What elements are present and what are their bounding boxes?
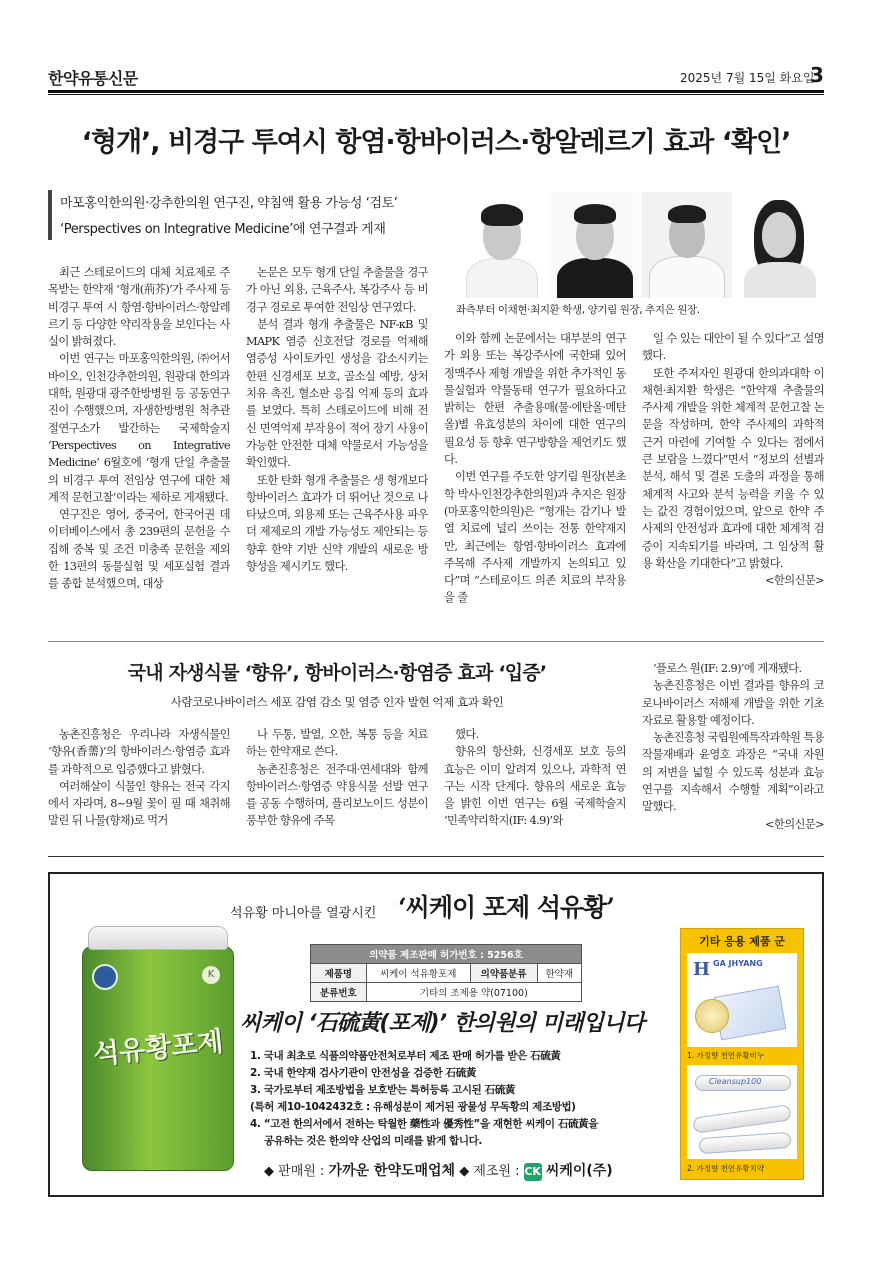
paragraph: 최근 스테로이드의 대체 치료제로 주목받는 한약재 ‘형개(荊芥)’가 주사제 등 비경구 투여 시 항염·항바이러스·항알레르기 등 다양한 약리작용을 보인다는 사실이 밝혀졌다.: [48, 266, 230, 349]
paragraph: 또한 주저자인 원광대 한의과대학 이채현·최지환 학생은 “한약재 추출물의 주사제 개발을 위한 체계적 문헌고찰 논문을 작성하며, 한약 주사제의 과학적 근거 마련에 기여할 수 있다는 점에서 큰 보람을 느꼈다”면서 “정보의 선별과 분석, 해석 및 결론 도출의 과정을 통해 체계적 사고와 분석 능력을 키울 수 있는 값진 경험이었으며, 앞으로 한약 주사제의 안전성과 효과에 대한 체계적 검증이 지속되기를 바라며, 그 임상적 활용 확산을 기대한다”고 밝혔다.: [642, 366, 824, 570]
ad-title-lead: 석유황 마니아를 열광시킨: [230, 906, 377, 921]
paragraph: 또한 탄화 형개 추출물은 생 형개보다 항바이러스 효과가 더 뛰어난 것으로 나타났으며, 외용제 또는 근육주사용 파우더 제제로의 개발 가능성도 제안되는 등 향후 한약 기반 신약 개발의 새로운 방향성을 제시키도 했다.: [246, 473, 428, 574]
brand-name: GA JHYANG: [713, 959, 763, 968]
paragraph: 향유의 항산화, 신경세포 보호 등의 효능은 이미 알려져 있으나, 과학적 연구는 시작 단계다. 향유의 새로운 효능을 밝힌 이번 연구는 6월 국제학술지 ‘민족약리학지(IF: 4.9)’와: [444, 745, 626, 828]
brand-h-icon: H: [693, 959, 711, 980]
ad-footer: [264, 1160, 613, 1181]
article2-column-1: [48, 726, 230, 844]
masthead-title: 한약유통신문: [48, 69, 138, 88]
page-number: 3: [810, 63, 824, 87]
masthead-rule: [48, 90, 824, 93]
article1-column-4: [642, 330, 824, 626]
ad-slogan: 씨케이 ‘石硫黃(포제)’ 한의원의 미래입니다: [240, 1011, 645, 1036]
photo-researcher-3: [641, 192, 732, 298]
subhead-accent-bar: [48, 190, 52, 240]
paragraph: 했다.: [455, 728, 479, 741]
jar-logo-icon: [92, 964, 118, 990]
jar-label: 석유황포제: [91, 1026, 225, 1071]
paragraph: 이와 함께 논문에서는 대부분의 연구가 외용 또는 복강주사에 국한돼 있어 정맥주사 제형 개발을 위한 추가적인 동물실험과 약물동태 연구가 필요하다고 밝히는 한편 추출용매(물·에탄올·메탄올)별 유효성분의 차이에 대한 연구의 필요성 등 향후 연구방향을 제언키도 했다.: [444, 332, 626, 467]
paragraph: 분석 결과 형개 추출물은 NF-κB 및 MAPK 염증 신호전달 경로를 억제해 염증성 사이토카인 생성을 감소시키는 한편 신경세포 보호, 골소실 예방, 상처 치유 촉진, 혈소판 응집 억제 등의 효과를 보였다. 특히 스테로이드에 비해 전신 면역억제 부작용이 적어 장기 사용이 가능한 안전한 대체 약물로서 가능성을 확인했다.: [246, 317, 428, 470]
paragraph: 나 두통, 발열, 오한, 복통 등을 치료하는 한약재로 쓴다.: [246, 728, 428, 759]
article2-subhead: 사람코로나바이러스 세포 감염 감소 및 염증 인자 발현 억제 효과 확인: [170, 695, 504, 709]
advertisement[interactable]: [48, 872, 824, 1197]
toothpaste-product-image: [687, 1065, 797, 1159]
article1-subhead-2: ‘Perspectives on Integrative Medicine’에 연구결과 게재: [60, 222, 386, 237]
maker-name: 씨케이(주): [545, 1163, 613, 1179]
soap-bar: [695, 999, 729, 1033]
table-cell: 씨케이 석유황포제: [366, 964, 470, 983]
list-item: 4. “고전 한의서에서 전하는 탁월한 藥性과 優秀性”을 재현한 씨케이 石硫黃을: [250, 1118, 598, 1130]
list-item: 공유하는 것은 한의약 산업의 미래를 밝게 합니다.: [264, 1135, 482, 1147]
article2-column-3: [444, 726, 626, 844]
issue-date: 2025년 7월 15일 화요일: [680, 71, 815, 85]
soap-caption: 1. 가정향 천연유황비누: [687, 1051, 765, 1060]
soap-product-image: [687, 953, 797, 1047]
product-jar-image: [82, 926, 234, 1171]
list-item: 1. 국내 최초로 식품의약품안전처로부터 제조 판매 허가를 받은 石硫黃: [250, 1050, 561, 1062]
table-cell: 의약품분류: [470, 964, 537, 983]
paragraph: 여러해살이 식물인 향유는 전국 각지에서 자라며, 8~9월 꽃이 필 때 채취해 말린 뒤 나물(향채)로 먹거: [48, 779, 230, 828]
article1-subhead-1: 마포홍익한의원·강추한의원 연구진, 약침액 활용 가능성 ‘검토’: [60, 196, 398, 211]
paragraph: 농촌진흥청은 이번 결과를 향유의 코로나바이러스 저해제 개발을 위한 기초 자료로 활용할 예정이다.: [642, 679, 824, 727]
researcher-photos: [456, 192, 824, 298]
paragraph: 논문은 모두 형개 단일 추출물을 경구가 아닌 외용, 근육주사, 복강주사 등 비경구 경로로 투여한 전임상 연구였다.: [246, 266, 428, 314]
paragraph: 일 수 있는 대안이 될 수 있다”고 설명했다.: [642, 332, 824, 363]
table-row: [311, 945, 582, 964]
paragraph: 농촌진흥청 국립원예특작과학원 특용작물재배과 윤영호 과장은 “국내 자원의 저변을 넓힐 수 있도록 성분과 효능 연구를 지속해서 수행할 계획”이라고 말했다.: [642, 731, 824, 814]
ad-top-rule: [48, 856, 824, 857]
ad-feature-list: [250, 1048, 598, 1150]
paragraph: 연구진은 영어, 중국어, 한국어권 데이터베이스에서 총 239편의 문헌을 수집해 중복 및 조건 미충족 문헌을 제외한 13편의 동물실험 및 세포실험 결과를 종합 분석했으며, 대상: [48, 508, 230, 591]
related-products-panel: [680, 928, 804, 1180]
article-divider: [48, 641, 824, 642]
paragraph: 농촌진흥청은 전주대·연세대와 함께 항바이러스·항염증 약용식물 선발 연구를 공동 수행하며, 플리보노이드 성분이 풍부한 향유에 주목: [246, 762, 428, 828]
list-item: (특허 제10-1042432호 : 유해성분이 제거된 광물성 무독황의 제조방법): [250, 1101, 576, 1113]
article1-signature: <한의신문>: [765, 574, 824, 588]
article1-column-3: [444, 330, 626, 626]
table-row: [311, 964, 582, 983]
related-products-title: 기타 응용 제품 군: [699, 935, 785, 948]
masthead-rule-thin: [48, 94, 824, 95]
paragraph: 이번 연구는 마포홍익한의원, ㈜어서바이오, 인천강추한의원, 원광대 한의과대학, 원광대 광주한방병원 등 공동연구진이 수행했으며, 자생한방병원 척추관절연구소가 발간하는 국제학술지 ‘Perspectives on Integrative Medicine’ 6월호에 ‘형개 단일 추출물의 비경구 투여 전임상 연구에 대한 체계적 문헌고찰’이라는 제하로 게재됐다.: [48, 352, 230, 504]
jar-badge: K: [202, 966, 220, 984]
table-cell: 분류번호: [311, 983, 367, 1002]
photo-researcher-2: [549, 192, 640, 298]
tube-brand: Cleansup100: [709, 1077, 762, 1086]
article2-column-2: [246, 726, 428, 844]
photo-researcher-1: [456, 192, 547, 298]
photo-researcher-4: [734, 192, 825, 298]
article2-column-4: [642, 660, 824, 844]
list-item: 3. 국가로부터 제조방법을 보호받는 특허등록 고시된 石硫黃: [250, 1084, 515, 1096]
permit-header: 의약품 제조판매 허가번호 : 5256호: [311, 945, 582, 964]
permit-table: [310, 944, 582, 1002]
toothpaste-tube: [692, 1104, 791, 1133]
article2-headline: 국내 자생식물 ‘향유’, 항바이러스·항염증 효과 ‘입증’: [127, 662, 547, 684]
ad-title: ‘씨케이 포제 석유황’: [398, 893, 615, 922]
article1-column-2: [246, 264, 428, 626]
paragraph: 농촌진흥청은 우리나라 자생식물인 ‘향유(香薷)’의 항바이러스·항염증 효과를 과학적으로 입증했다고 밝혔다.: [48, 728, 230, 776]
jar-lid: [88, 926, 228, 950]
paragraph: ‘플로스 원(IF: 2.9)’에 게재됐다.: [653, 662, 802, 675]
article2-signature: <한의신문>: [765, 817, 824, 831]
article1-column-1: [48, 264, 230, 626]
photo-caption: 좌측부터 이채현·최지환 학생, 양기림 원장, 추지은 원장.: [456, 304, 700, 316]
article1-headline: ‘형개’, 비경구 투여시 항염·항바이러스·항알레르기 효과 ‘확인’: [81, 127, 791, 158]
paragraph: 이번 연구를 주도한 양기림 원장(본초학 박사·인천강추한의원)과 추지은 원장(마포홍익한의원)은 “형개는 감기나 발열 치료에 널리 쓰이는 전통 한약재지만, 최근에는 항염·항바이러스 효과에 주목해 주사제 개발까지 논의되고 있다”며 “스테로이드 의존 치료의 부작용을 줄: [444, 470, 626, 605]
list-item: 2. 국내 한약재 검사기관이 안전성을 검증한 石硫黃: [250, 1067, 476, 1079]
seller-label: ◆ 판매원 :: [264, 1164, 325, 1179]
seller-name: 가까운 한약도매업체: [328, 1163, 456, 1179]
table-row: [311, 983, 582, 1002]
table-cell: 한약재: [537, 964, 582, 983]
maker-label: ◆ 제조원 :: [459, 1164, 520, 1179]
ck-logo-icon: CK: [524, 1163, 542, 1181]
toothpaste-tube: [699, 1132, 792, 1154]
toothpaste-caption: 2. 가정향 천연유황치약: [687, 1164, 765, 1173]
table-cell: 기타의 조제용 약(07100): [366, 983, 581, 1002]
table-cell: 제품명: [311, 964, 367, 983]
